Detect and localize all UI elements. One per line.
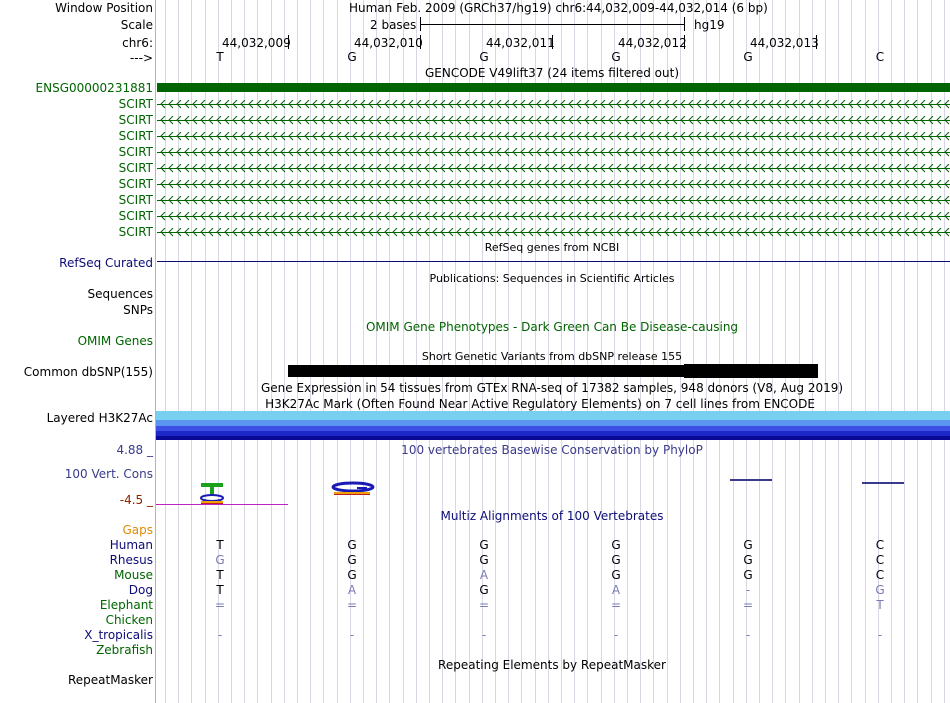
scale-label: Scale	[120, 18, 153, 32]
omim-track-title[interactable]: OMIM Gene Phenotypes - Dark Green Can Be Disease-causing	[365, 320, 739, 334]
species-base: -	[481, 628, 487, 642]
transcript-label[interactable]: SCIRT	[118, 225, 153, 239]
base-letter: G	[347, 50, 357, 64]
h3k27ac-track-title[interactable]: H3K27Ac Mark (Often Found Near Active Regulatory Elements) on 7 cell lines from ENCODE	[265, 397, 815, 411]
transcript-strand-arrows	[157, 100, 950, 109]
base-letter: G	[611, 50, 621, 64]
species-base: =	[478, 598, 490, 612]
species-base: T	[216, 583, 224, 597]
multiz-track-title[interactable]: Multiz Alignments of 100 Vertebrates	[440, 509, 664, 523]
transcript-label[interactable]: SCIRT	[118, 177, 153, 191]
publications-sequences-label[interactable]: Sequences	[87, 287, 153, 301]
species-base: -	[613, 628, 619, 642]
species-base: T	[216, 568, 224, 582]
species-label[interactable]: Human	[109, 538, 153, 552]
species-base: -	[745, 583, 751, 597]
dbsnp-variant-bar-thick[interactable]	[684, 364, 818, 378]
transcript-strand-arrows	[157, 148, 950, 157]
gencode-gene-label[interactable]: ENSG00000231881	[35, 81, 153, 95]
phylop-logo-pos1[interactable]	[199, 481, 239, 505]
species-base: C	[875, 538, 885, 552]
phylop-logo-pos2[interactable]	[331, 481, 381, 497]
species-base: =	[742, 598, 754, 612]
label-separator	[155, 0, 156, 703]
species-base: C	[875, 568, 885, 582]
multiz-gaps-label[interactable]: Gaps	[122, 523, 153, 537]
window-position-value: Human Feb. 2009 (GRCh37/hg19) chr6:44,032,009-44,032,014 (6 bp)	[349, 1, 768, 15]
conservation-max-label: 4.88 _	[116, 443, 153, 457]
species-label[interactable]: Rhesus	[109, 553, 153, 567]
transcript-strand-arrows	[157, 180, 950, 189]
transcript-strand-arrows	[157, 228, 950, 237]
window-position-label: Window Position	[55, 1, 153, 15]
publications-track-title[interactable]: Publications: Sequences in Scientific Articles	[429, 272, 675, 285]
scale-bar	[420, 24, 685, 25]
strand-arrow-label[interactable]: --->	[129, 51, 153, 65]
transcript-strand-arrows	[157, 132, 950, 141]
dbsnp-label[interactable]: Common dbSNP(155)	[23, 365, 153, 379]
species-base: G	[347, 538, 357, 552]
scale-text: 2 bases	[370, 18, 417, 32]
dbsnp-track-title[interactable]: Short Genetic Variants from dbSNP release 155	[421, 350, 683, 363]
species-base: G	[611, 568, 621, 582]
species-label[interactable]: X_tropicalis	[84, 628, 153, 642]
position-label: 44,032,009	[222, 36, 291, 50]
species-label[interactable]: Chicken	[105, 613, 153, 627]
species-label[interactable]: Mouse	[114, 568, 153, 582]
species-base: A	[347, 583, 357, 597]
species-base: G	[215, 553, 225, 567]
species-base: T	[876, 598, 884, 612]
gencode-gene-bar[interactable]	[157, 83, 950, 92]
species-base: G	[479, 583, 489, 597]
species-label[interactable]: Elephant	[99, 598, 153, 612]
species-base: G	[347, 568, 357, 582]
species-base: =	[610, 598, 622, 612]
transcript-label[interactable]: SCIRT	[118, 193, 153, 207]
refseq-track-title[interactable]: RefSeq genes from NCBI	[484, 241, 620, 254]
chrom-label: chr6:	[122, 36, 153, 50]
phylop-bar-pos5[interactable]	[730, 479, 772, 481]
base-letter: G	[743, 50, 753, 64]
transcript-label[interactable]: SCIRT	[118, 209, 153, 223]
transcript-label[interactable]: SCIRT	[118, 113, 153, 127]
transcript-label[interactable]: SCIRT	[118, 129, 153, 143]
transcript-strand-arrows	[157, 164, 950, 173]
species-base: G	[875, 583, 885, 597]
species-base: G	[347, 553, 357, 567]
transcript-strand-arrows	[157, 196, 950, 205]
refseq-label[interactable]: RefSeq Curated	[59, 256, 153, 270]
base-letter: T	[216, 50, 224, 64]
species-label[interactable]: Zebrafish	[96, 643, 153, 657]
species-base: G	[743, 538, 753, 552]
position-label: 44,032,010	[354, 36, 423, 50]
species-base: A	[479, 568, 489, 582]
gencode-track-title[interactable]: GENCODE V49lift37 (24 items filtered out)	[424, 66, 680, 80]
omim-label[interactable]: OMIM Genes	[77, 334, 153, 348]
scale-assembly: hg19	[694, 18, 725, 32]
species-base: A	[611, 583, 621, 597]
repeatmasker-track-title[interactable]: Repeating Elements by RepeatMasker	[438, 658, 666, 672]
species-base: G	[743, 568, 753, 582]
base-letter: C	[875, 50, 885, 64]
h3k27ac-label[interactable]: Layered H3K27Ac	[46, 411, 153, 425]
position-label: 44,032,012	[618, 36, 687, 50]
species-base: G	[479, 553, 489, 567]
species-base: =	[214, 598, 226, 612]
transcript-label[interactable]: SCIRT	[118, 97, 153, 111]
species-base: G	[611, 553, 621, 567]
publications-snps-label[interactable]: SNPs	[123, 303, 153, 317]
conservation-min-label: -4.5 _	[119, 493, 153, 507]
h3k27ac-layer-1[interactable]	[156, 411, 950, 420]
scale-bar-right-tick	[684, 17, 685, 31]
base-letter: G	[479, 50, 489, 64]
species-base: G	[479, 538, 489, 552]
transcript-strand-arrows	[157, 116, 950, 125]
gtex-track-title[interactable]: Gene Expression in 54 tissues from GTEx RNA-seq of 17382 samples, 948 donors (V8, Aug 2019)	[260, 381, 844, 395]
species-label[interactable]: Dog	[128, 583, 153, 597]
refseq-gene-line[interactable]	[157, 261, 950, 262]
species-base: -	[349, 628, 355, 642]
phylop-bar-pos6[interactable]	[862, 482, 904, 484]
conservation-label[interactable]: 100 Vert. Cons	[64, 467, 153, 481]
position-label: 44,032,013	[750, 36, 819, 50]
scale-bar-left-tick	[420, 17, 421, 31]
transcript-strand-arrows	[157, 212, 950, 221]
transcript-label[interactable]: SCIRT	[118, 145, 153, 159]
species-base: C	[875, 553, 885, 567]
species-base: G	[743, 553, 753, 567]
conservation-track-title[interactable]: 100 vertebrates Basewise Conservation by PhyloP	[401, 443, 703, 457]
species-base: -	[217, 628, 223, 642]
repeatmasker-label[interactable]: RepeatMasker	[67, 673, 153, 687]
species-base: T	[216, 538, 224, 552]
species-base: -	[877, 628, 883, 642]
position-label: 44,032,011	[486, 36, 555, 50]
species-base: =	[346, 598, 358, 612]
h3k27ac-layer-5[interactable]	[156, 436, 950, 440]
species-base: G	[611, 538, 621, 552]
species-base: -	[745, 628, 751, 642]
transcript-label[interactable]: SCIRT	[118, 161, 153, 175]
